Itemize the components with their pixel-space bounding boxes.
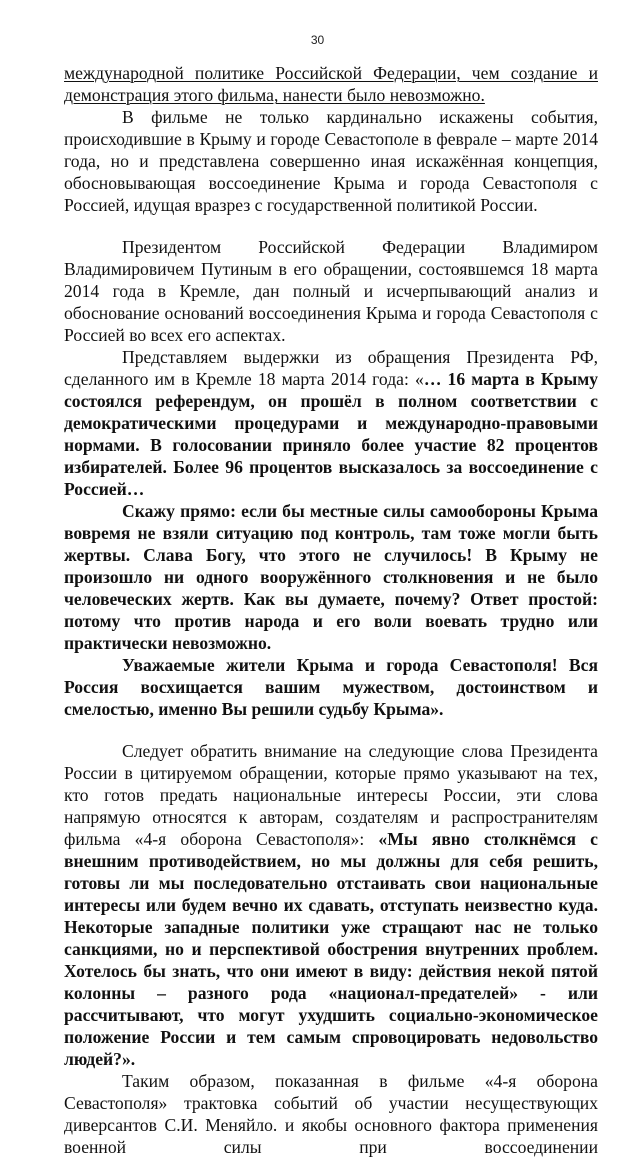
fifth-column-intro: Следует обратить внимание на следующие слова Президента России в цитируемом обращении, которые прямо указывают на тех, кто готов предать национальные интересы России, эти слова напрямую относятся к авторам, создателям и распространителям фильма «4-я оборона Севастополя»:: [64, 741, 598, 849]
quote-referendum-bold: … 16 марта в Крыму состоялся референдум, он прошёл в полном соответствии с демократическими процедурами и международно-правовыми нормами. В голосовании приняло более участие 82 процентов избирателей. Более 96 процентов высказалось за воссоединение с Россией…: [64, 369, 598, 499]
page-number: 30: [310, 33, 325, 47]
paragraph-quote-residents: Уважаемые жители Крыма и города Севастополя! Вся Россия восхищается вашим мужеством, достоинством и смелостью, именно Вы решили судьбу Крыма».: [64, 655, 598, 719]
paragraph-quote-self-defense: Скажу прямо: если бы местные силы самообороны Крыма вовремя не взяли ситуацию под контроль, там тоже могли быть жертвы. Слава Богу, что этого не случилось! В Крыму не произошло ни одного вооружённого столкновения и не было человеческих жертв. Как вы думаете, почему? Ответ простой: потому что против народа и его воли воевать трудно или практически невозможно.: [64, 501, 598, 653]
paragraph-gap: [64, 216, 598, 236]
quote-intro: Представляем выдержки из обращения Президента РФ, сделанного им в Кремле 18 марта 2014 года: «: [64, 347, 598, 389]
paragraph-continuation-line1: международной политике Российской Федерации, чем создание и: [64, 63, 598, 83]
paragraph-conclusion: Таким образом, показанная в фильме «4-я оборона Севастополя» трактовка событий об участии несуществующих диверсантов С.И. Меняйло. и якобы основного фактора применения военной силы при воссоединении: [64, 1071, 598, 1157]
paragraph-gap: [64, 720, 598, 740]
paragraph-president-address: Президентом Российской Федерации Владимиром Владимировичем Путиным в его обращении, состоявшемся 18 марта 2014 года в Кремле, дан полный и исчерпывающий анализ и обоснование оснований воссоединения Крыма и города Севастополя с Россией во всех его аспектах.: [64, 237, 598, 345]
paragraph-quote-referendum: [64, 346, 598, 500]
document-body: [64, 62, 598, 1158]
paragraph-film-distortion: В фильме не только кардинально искажены события, происходившие в Крыму и городе Севастополе в феврале – марте 2014 года, но и представлена совершенно иная искажённая концепция, обосновывающая воссоединение Крыма и города Севастополя с Россией, идущая вразрез с государственной политикой России.: [64, 107, 598, 215]
paragraph-continuation-line2: демонстрация этого фильма, нанести было невозможно.: [64, 85, 485, 105]
paragraph-fifth-column: [64, 740, 598, 1070]
fifth-column-quote-bold: «Мы явно столкнёмся с внешним противодействием, но мы должны для себя решить, готовы ли мы последовательно отстаивать свои национальные интересы или будем вечно их сдавать, отступать неизвестно куда. Некоторые западные политики уже стращают нас не только санкциями, но и перспективой обострения внутренних проблем. Хотелось бы знать, что они имеют в виду: действия некой пятой колонны – разного рода «национал-предателей» - или рассчитывают, что могут ухудшить социально-экономическое положение России и тем самым спровоцировать недовольство людей?».: [64, 829, 598, 1069]
